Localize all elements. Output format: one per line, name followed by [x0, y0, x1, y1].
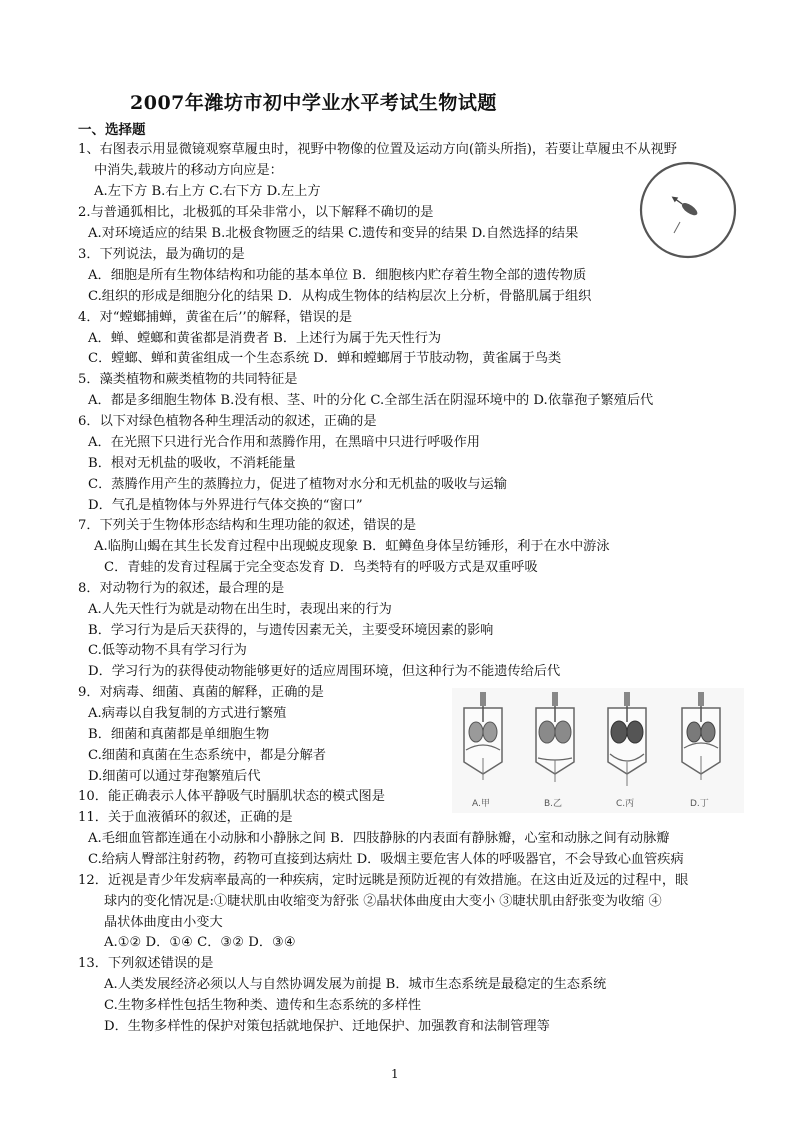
q12-stem-cont: 球内的变化情况是:①睫状肌由收缩变为舒张 ②晶状体曲度由大变小 ③睫状肌由舒张变为收缩 ④ [104, 894, 662, 909]
figure-label-c: C.丙 [616, 799, 635, 809]
q9-option-d: D.细菌可以通过芽孢繁殖后代 [88, 769, 261, 784]
q3-options-ab: A．细胞是所有生物体结构和功能的基本单位 B．细胞核内贮存着生物全部的遗传物质 [88, 268, 587, 283]
q8-option-c: C.低等动物不具有学习行为 [88, 643, 247, 658]
q4-options-cd: C．螳螂、蝉和黄雀组成一个生态系统 D．蝉和螳螂屑于节肢动物，黄雀属于鸟类 [88, 351, 562, 366]
diaphragm-model-figure [452, 688, 744, 813]
microscope-field-figure [638, 160, 738, 260]
q11-options-ab: A.毛细血管都连通在小动脉和小静脉之间 B．四肢静脉的内表面有静脉瓣，心室和动脉之间有动脉瓣 [88, 831, 670, 846]
q7-options-ab: A.临朐山蝎在其生长发育过程中出现蜕皮现象 B．虹鳟鱼身体呈纺锤形，利于在水中游泳 [94, 539, 610, 554]
q13-stem: 13．下列叙述错误的是 [78, 956, 214, 971]
q8-option-d: D．学习行为的获得使动物能够更好的适应周围环境，但这种行为不能遗传给后代 [88, 664, 561, 679]
q8-option-b: B．学习行为是后天获得的，与遗传因素无关，主要受环境因素的影响 [88, 623, 494, 638]
q6-option-c: C．蒸腾作用产生的蒸腾拉力，促进了植物对水分和无机盐的吸收与运输 [88, 477, 507, 492]
q9-option-b: B．细菌和真菌都是单细胞生物 [88, 727, 270, 742]
q7-options-cd: C．青蛙的发育过程属于完全变态发育 D．鸟类特有的呼吸方式是双重呼吸 [104, 560, 538, 575]
q2-options: A.对环境适应的结果 B.北极食物匮乏的结果 C.遗传和变异的结果 D.自然选择的结果 [88, 226, 579, 241]
page-number: 1 [391, 1067, 399, 1081]
figure-label-d: D.丁 [690, 799, 709, 809]
q13-option-d: D．生物多样性的保护对策包括就地保护、迁地保护、加强教育和法制管理等 [104, 1019, 550, 1034]
q5-stem: 5．藻类植物和蕨类植物的共同特征是 [78, 372, 298, 387]
q4-options-ab: A．蝉、螳螂和黄雀都是消费者 B．上述行为属于先天性行为 [88, 331, 442, 346]
q1-stem: 1、右图表示用显微镜观察草履虫时，视野中物像的位置及运动方向(箭头所指)，若要让草履虫不从视野 [78, 142, 677, 157]
section-heading: 一、选择题 [78, 122, 146, 138]
figure-label-b: B.乙 [544, 799, 563, 809]
q13-options-ab: A.人类发展经济必须以人与自然协调发展为前提 B．城市生态系统是最稳定的生态系统 [104, 977, 607, 992]
q9-option-a: A.病毒以自我复制的方式进行繁殖 [88, 706, 287, 721]
q12-stem: 12．近视是青少年发病率最高的一种疾病，定时远眺是预防近视的有效措施。在这由近及远的过程中，眼 [78, 873, 689, 888]
q13-option-c: C.生物多样性包括生物种类、遗传和生态系统的多样性 [104, 998, 422, 1013]
q6-stem: 6．以下对绿色植物各种生理活动的叙述，正确的是 [78, 414, 377, 429]
q1-options: A.左下方 B.右上方 C.右下方 D.左上方 [94, 184, 321, 199]
q2-stem: 2.与普通狐相比，北极狐的耳朵非常小，以下解释不确切的是 [78, 205, 434, 220]
q8-stem: 8．对动物行为的叙述，最合理的是 [78, 581, 285, 596]
q7-stem: 7．下列关于生物体形态结构和生理功能的叙述，错误的是 [78, 518, 417, 533]
q6-option-b: B．根对无机盐的吸收，不消耗能量 [88, 456, 296, 471]
q11-options-cd: C.给病人臀部注射药物，药物可直接到达病灶 D．吸烟主要危害人体的呼吸器官，不会导致心血管疾病 [88, 852, 684, 867]
q6-option-a: A．在光照下只进行光合作用和蒸腾作用，在黑暗中只进行呼吸作用 [88, 435, 480, 450]
q9-option-c: C.细菌和真菌在生态系统中，都是分解者 [88, 748, 326, 763]
q12-options: A.①② D．①④ C．③② D．③④ [104, 935, 296, 950]
q4-stem: 4．对“螳螂捕蝉，黄雀在后’’的解释，错误的是 [78, 310, 353, 325]
page-title: 2007年潍坊市初中学业水平考试生物试题 [130, 92, 497, 114]
q10-stem: 10．能正确表示人体平静吸气时膈肌状态的模式图是 [78, 789, 385, 804]
q8-option-a: A.人先天性行为就是动物在出生时，表现出来的行为 [88, 602, 392, 617]
q6-option-d: D．气孔是植物体与外界进行气体交换的“窗口” [88, 498, 363, 513]
q5-options: A．都是多细胞生物体 B.没有根、茎、叶的分化 C.全部生活在阴湿环境中的 D.依靠孢子繁殖后代 [88, 393, 654, 408]
q1-stem-cont: 中消失,载玻片的移动方向应是： [94, 163, 283, 178]
figure-label-a: A.甲 [472, 799, 490, 809]
q9-stem: 9．对病毒、细菌、真菌的解释，正确的是 [78, 685, 324, 700]
q11-stem: 11．关于血液循环的叙述，正确的是 [78, 810, 293, 825]
q12-stem-end: 晶状体曲度由小变大 [104, 915, 223, 930]
q3-options-cd: C.组织的形成是细胞分化的结果 D．从构成生物体的结构层次上分析，骨骼肌属于组织 [88, 289, 592, 304]
q3-stem: 3．下列说法，最为确切的是 [78, 247, 245, 262]
